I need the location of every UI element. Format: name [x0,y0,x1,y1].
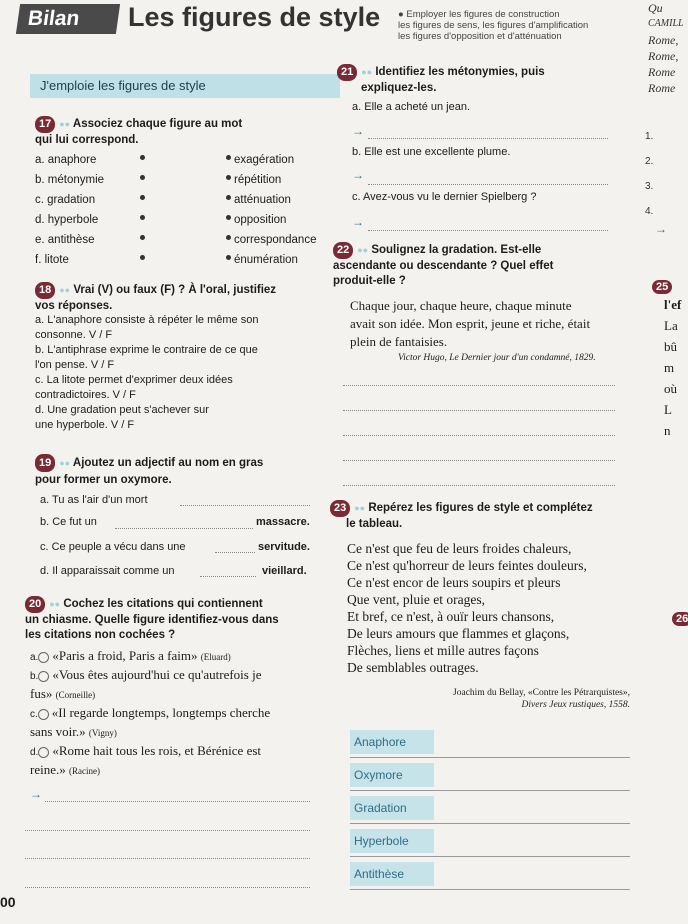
ex20-title: 20 ●● Cochez les citations qui contiennent un chiasme. Quelle figure identifiez-vous dans les citations non cochées ? [25,598,279,641]
match-dot[interactable] [140,195,145,200]
match-dot[interactable] [140,215,145,220]
checkbox[interactable] [38,671,49,682]
answer-line[interactable] [368,230,608,231]
answer-line[interactable] [180,505,310,506]
page-number: 00 [0,894,16,910]
ex22-source: Victor Hugo, Le Dernier jour d'un condamné, 1829. [398,353,596,363]
match-dot[interactable] [140,235,145,240]
answer-line[interactable] [343,385,615,386]
match-dot[interactable] [226,155,231,160]
match-dot[interactable] [226,195,231,200]
checkbox[interactable] [38,652,49,663]
match-dot[interactable] [140,155,145,160]
table-row-antithese[interactable]: Antithèse [350,859,630,890]
ex17-left-list: a. anaphore b. métonymie c. gradation d. hyperbole e. antithèse f. litote [35,154,105,266]
right-col-words: l'ef La bû m où L n [664,297,682,438]
answer-line[interactable] [343,410,615,411]
match-dot[interactable] [226,175,231,180]
ex19-c-post: servitude. [258,541,310,553]
ex23-source: Joachim du Bellay, «Contre les Pétrarquistes», Divers Jeux rustiques, 1558. [453,688,630,710]
match-dot[interactable] [140,255,145,260]
ex21-b: b. Elle est une excellente plume. [352,146,511,158]
answer-line[interactable] [343,460,615,461]
right-col-numbers: 1. 2. 3. 4. [645,131,654,217]
answer-line[interactable] [200,576,256,577]
ex19-a: a. Tu as l'air d'un mort [40,494,148,506]
match-dot[interactable] [140,175,145,180]
ex17-title: 17 ●● Associez chaque figure au mot qui lui correspond. [35,118,243,146]
ex19-b-post: massacre. [256,516,310,528]
ex19-d-post: vieillard. [262,565,307,577]
ex21-title: 21 ●● Identifiez les métonymies, puis expliquez-les. [337,64,637,96]
ex19-d: d. Il apparaissait comme un [40,565,175,577]
arrow-icon: → [352,168,364,182]
arrow-icon: → [352,215,364,229]
answer-line[interactable] [25,887,310,888]
ex19-c: c. Ce peuple a vécu dans une [40,541,186,553]
ex19-title: 19 ●● Ajoutez un adjectif au nom en gras pour former un oxymore. [35,454,335,488]
ex17-right-list: exagération répétition atténuation opposition correspondance énumération [234,154,317,266]
arrow-icon: → [655,222,667,236]
match-dot[interactable] [226,215,231,220]
ex23-poem: Ce n'est que feu de leurs froides chaleurs, Ce n'est qu'horreur de leurs feintes douleurs, Ce n'est encor de leurs soupirs et pleurs Que vent, pluie et orages, Et bref, ce n'est, à ouïr leurs chansons, De leurs amours que flammes et glaçons, Flèches, liens et mille autres façons De semblables outrages. [347,541,587,675]
table-row-anaphore[interactable]: Anaphore [350,727,630,758]
arrow-icon: → [352,124,364,138]
ex23-title: 23 ●● Repérez les figures de style et complétez le tableau. [330,500,640,532]
ex26-number: 26 [672,609,688,627]
ex19-b: b. Ce fut un [40,516,97,528]
table-row-gradation[interactable]: Gradation [350,793,630,824]
table-row-oxymore[interactable]: Oxymore [350,760,630,791]
answer-line[interactable] [215,552,255,553]
answer-line[interactable] [25,858,310,859]
page-title: Les figures de style [128,2,381,32]
bilan-tag: Bilan [16,4,120,34]
answer-line[interactable] [368,184,608,185]
match-dot[interactable] [226,235,231,240]
header-bar [0,0,400,40]
ex22-text: Chaque jour, chaque heure, chaque minute avait son idée. Mon esprit, jeune et riche, était plein de fantaisies. [350,298,591,349]
answer-line[interactable] [343,435,615,436]
ex21-a: a. Elle a acheté un jean. [352,101,471,113]
table-row-hyperbole[interactable]: Hyperbole [350,826,630,857]
arrow-icon: → [30,787,42,801]
answer-line[interactable] [368,138,608,139]
right-margin-text: Qu CAMILL Rome, Rome, Rome Rome [648,1,684,95]
objectives: ● Employer les figures de construction les figures de sens, les figures d'amplification les figures d'opposition et d'atténuation [398,9,589,42]
ex18-title: 18 ●● Vrai (V) ou faux (F) ? À l'oral, justifiez vos réponses. [35,284,277,312]
section-banner: J'emploie les figures de style [30,74,340,98]
checkbox[interactable] [38,709,49,720]
ex25-number: 25 [652,277,676,295]
answer-line[interactable] [45,801,310,802]
answer-line[interactable] [25,830,310,831]
ex22-title: 22 ●● Soulignez la gradation. Est-elle ascendante ou descendante ? Quel effet produit-elle ? [333,244,554,287]
ex21-c: c. Avez-vous vu le dernier Spielberg ? [352,191,537,203]
answer-line[interactable] [115,528,253,529]
ex18-items: a. L'anaphore consiste à répéter le même son consonne. V / F b. L'antiphrase exprime le contraire de ce que l'on pense. V / F c. La litote permet d'exprimer deux idées contradictoires. V / F d. Une gradation peut s'achever sur une hyperbole. V / F [35,314,259,431]
ex20-citations: a. «Paris a froid, Paris a faim» (Eluard) b. «Vous êtes aujourd'hui ce qu'autrefois je fus» (Corneille) c. «Il regarde longtemps, longtemps cherche sans voir.» (Vigny) d. «Rome hait tous les rois, et Bérénice est reine.» (Racine) [30,648,271,777]
match-dot[interactable] [226,255,231,260]
answer-line[interactable] [343,485,615,486]
checkbox[interactable] [38,747,49,758]
